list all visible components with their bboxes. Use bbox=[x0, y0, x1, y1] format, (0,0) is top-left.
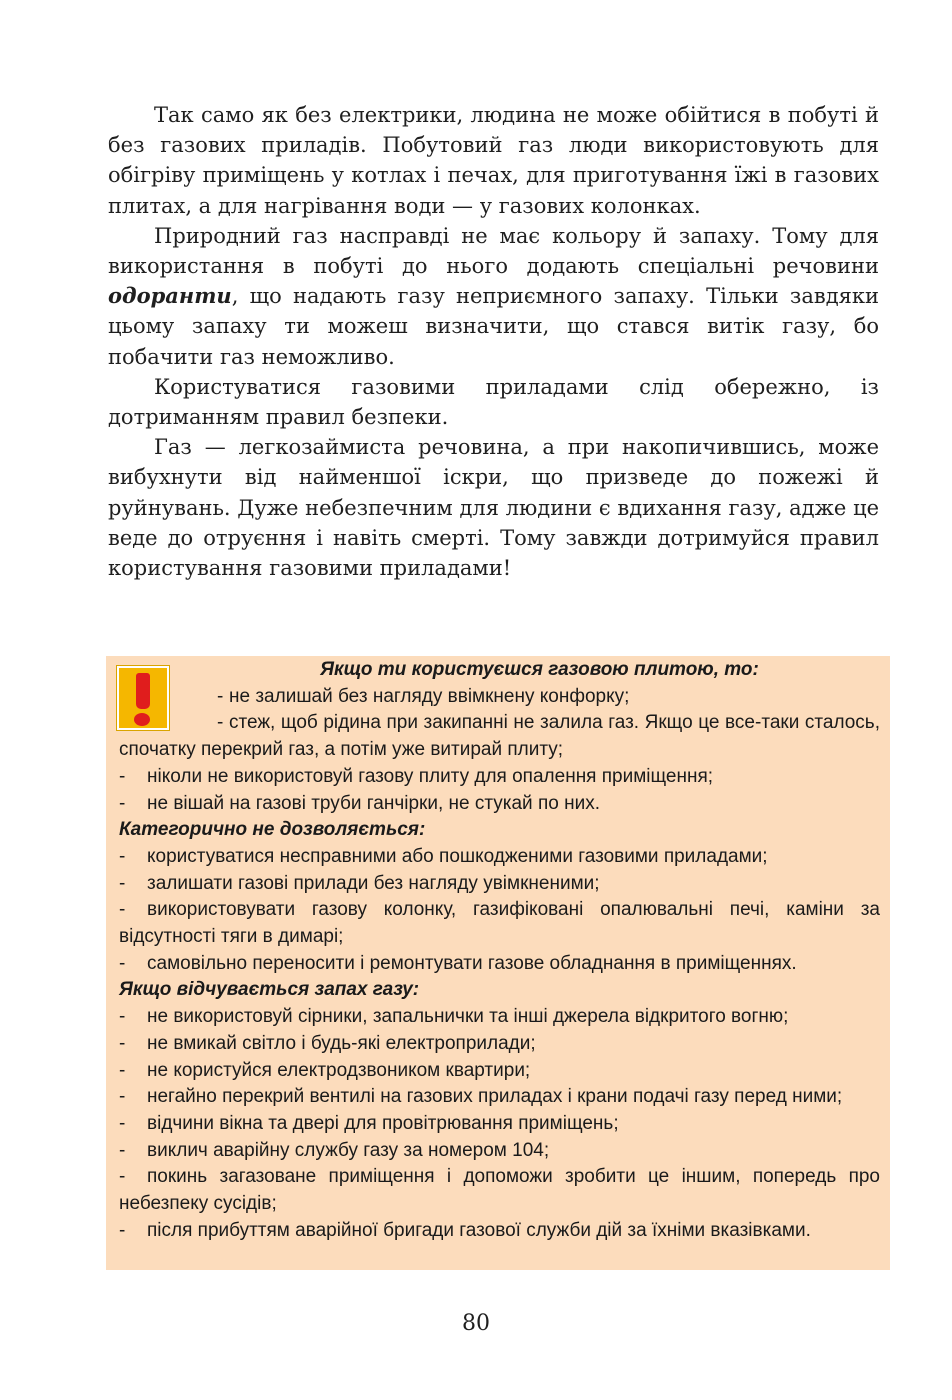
stove-rules-heading: Якщо ти користуєшся газовою плитою, то: bbox=[320, 659, 759, 680]
list-item: - виклич аварійну службу газу за номером 104; bbox=[119, 1139, 550, 1161]
list-item: - не вмикай світло і будь-які електроприлади; bbox=[119, 1032, 536, 1054]
stove-rules-list bbox=[119, 684, 880, 818]
list-item: - залишати газові прилади без нагляду увімкненими; bbox=[119, 872, 600, 894]
list-item: - негайно перекрий вентилі на газових приладах і крани подачі газу перед ними; bbox=[119, 1086, 843, 1108]
list-item: - не вішай на газові труби ганчірки, не стукай по них. bbox=[119, 792, 600, 814]
list-item: - самовільно переносити і ремонтувати газове обладнання в приміщеннях. bbox=[119, 952, 797, 974]
list-item: - використовувати газову колонку, газифіковані опалювальні печі, каміни за відсутності тяги в димарі; bbox=[119, 899, 880, 948]
main-text bbox=[108, 100, 879, 583]
term-odorants: одоранти bbox=[108, 283, 232, 309]
list-item: - після прибуттям аварійної бригади газової служби дій за їхніми вказівками. bbox=[119, 1219, 811, 1241]
forbidden-heading: Категорично не дозволяється: bbox=[119, 819, 426, 841]
gas-smell-list bbox=[119, 1004, 880, 1244]
forbidden-list bbox=[119, 844, 880, 978]
paragraph: Користуватися газовими приладами слід обережно, із дотриманням правил безпеки. bbox=[108, 374, 879, 430]
page-number: 80 bbox=[462, 1311, 490, 1336]
paragraph-text: Природний газ насправді не має кольору й запаху. Тому для використання в побуті до нього додають спеціальні речовини bbox=[108, 223, 879, 279]
safety-rules-box bbox=[106, 656, 890, 1270]
list-item: - ніколи не використовуй газову плиту для опалення приміщення; bbox=[119, 765, 714, 787]
list-item: - стеж, щоб рідина при закипанні не залила газ. Якщо це все-таки сталось, спочатку перекрий газ, а потім уже витирай плиту; bbox=[119, 712, 880, 761]
paragraph-text: , що надають газу неприємного запаху. Тільки завдяки цьому запаху ти можеш визначити, що стався витік газу, бо побачити газ неможливо. bbox=[108, 284, 879, 369]
gas-smell-heading: Якщо відчувається запах газу: bbox=[119, 979, 420, 1001]
paragraph: Так само як без електрики, людина не може обійтися в побуті й без газових приладів. Побутовий газ люди використовують для обігріву приміщень у котлах і печах, для приготування їжі в газових плитах, а для нагрівання води — у газових колонках. bbox=[108, 103, 879, 218]
paragraph bbox=[108, 221, 879, 372]
exclamation-bar bbox=[136, 673, 150, 709]
exclamation-warning-icon bbox=[117, 666, 169, 730]
list-item: - не користуйся електродзвоником квартири; bbox=[119, 1059, 531, 1081]
list-item: - користуватися несправними або пошкодженими газовими приладами; bbox=[119, 845, 768, 867]
list-item: - не залишай без нагляду ввімкнену конфорку; bbox=[217, 685, 630, 707]
list-item: - покинь загазоване приміщення і допоможи зробити це іншим, попередь про небезпеку сусідів; bbox=[119, 1166, 880, 1215]
paragraph: Газ — легкозаймиста речовина, а при накопичившись, може вибухнути від найменшої іскри, що призведе до пожежі й руйнувань. Дуже небезпечним для людини є вдихання газу, адже це веде до отруєння і навіть смерті. Тому завжди дотримуйся правил користування газовими приладами! bbox=[108, 435, 879, 581]
list-item: - відчини вікна та двері для провітрювання приміщень; bbox=[119, 1112, 619, 1134]
list-item: - не використовуй сірники, запальнички та інші джерела відкритого вогню; bbox=[119, 1006, 789, 1028]
exclamation-dot bbox=[134, 713, 150, 726]
